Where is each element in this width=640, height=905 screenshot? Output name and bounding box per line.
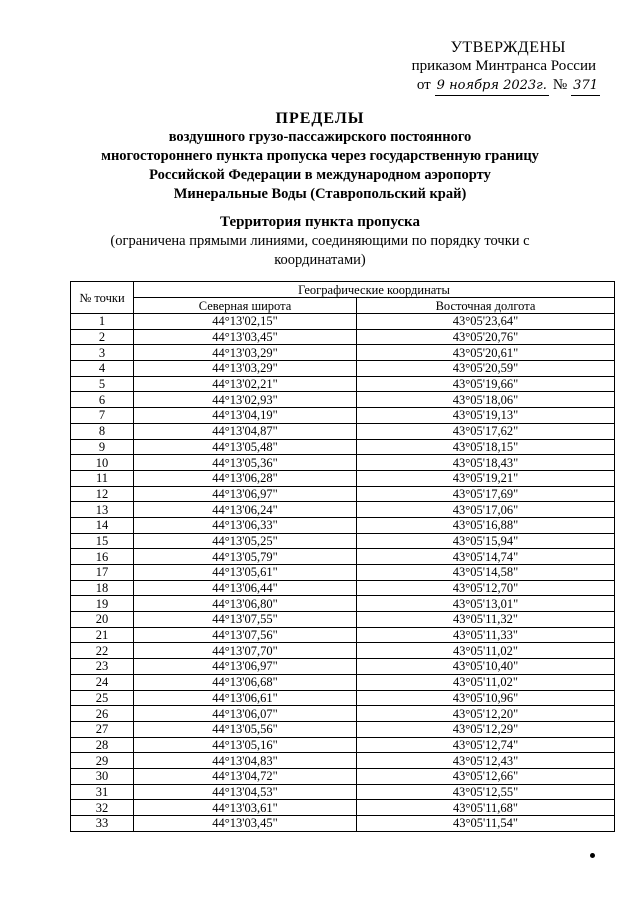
cell-latitude: 44°13'05,25" [134,533,357,549]
cell-latitude: 44°13'03,45" [134,329,357,345]
approval-block [400,38,600,96]
cell-point-number: 10 [71,455,134,471]
cell-latitude: 44°13'03,29" [134,361,357,377]
subheading [60,213,580,270]
cell-longitude: 43°05'19,13" [357,408,615,424]
cell-latitude: 44°13'07,70" [134,643,357,659]
header-latitude: Северная широта [134,298,357,314]
cell-latitude: 44°13'06,24" [134,502,357,518]
cell-longitude: 43°05'11,33" [357,627,615,643]
cell-latitude: 44°13'04,53" [134,784,357,800]
heading-title: ПРЕДЕЛЫ [275,110,365,127]
cell-point-number: 6 [71,392,134,408]
cell-longitude: 43°05'18,06" [357,392,615,408]
cell-longitude: 43°05'19,66" [357,376,615,392]
cell-point-number: 26 [71,706,134,722]
table-row [71,439,615,455]
cell-point-number: 2 [71,329,134,345]
cell-latitude: 44°13'07,56" [134,627,357,643]
approval-date-line [400,76,600,96]
cell-longitude: 43°05'12,66" [357,768,615,784]
table-row [71,800,615,816]
cell-longitude: 43°05'17,69" [357,486,615,502]
cell-longitude: 43°05'14,58" [357,565,615,581]
table-row [71,502,615,518]
cell-longitude: 43°05'23,64" [357,314,615,330]
table-row [71,706,615,722]
table-row [71,329,615,345]
cell-longitude: 43°05'11,68" [357,800,615,816]
cell-latitude: 44°13'05,48" [134,439,357,455]
cell-point-number: 33 [71,816,134,832]
table-row [71,345,615,361]
table-row [71,627,615,643]
cell-latitude: 44°13'05,79" [134,549,357,565]
handwritten-number: 371 [571,76,600,96]
cell-point-number: 8 [71,423,134,439]
cell-longitude: 43°05'11,02" [357,674,615,690]
cell-longitude: 43°05'16,88" [357,517,615,533]
cell-latitude: 44°13'05,61" [134,565,357,581]
cell-point-number: 28 [71,737,134,753]
table-row [71,643,615,659]
cell-latitude: 44°13'04,19" [134,408,357,424]
cell-longitude: 43°05'18,43" [357,455,615,471]
cell-point-number: 16 [71,549,134,565]
ink-dot [590,853,595,858]
document-heading [60,109,580,204]
table-row [71,721,615,737]
subheading-note-1: (ограничена прямыми линиями, соединяющими по порядку точки с [110,233,530,249]
cell-latitude: 44°13'04,87" [134,423,357,439]
cell-latitude: 44°13'02,93" [134,392,357,408]
cell-latitude: 44°13'03,61" [134,800,357,816]
date-prefix: от [416,77,431,93]
cell-longitude: 43°05'12,29" [357,721,615,737]
table-row [71,392,615,408]
table-row [71,408,615,424]
cell-latitude: 44°13'06,28" [134,470,357,486]
table-row [71,784,615,800]
cell-point-number: 22 [71,643,134,659]
cell-latitude: 44°13'06,97" [134,659,357,675]
table-row [71,659,615,675]
cell-latitude: 44°13'05,16" [134,737,357,753]
table-row [71,533,615,549]
coordinates-body [71,314,615,832]
table-row [71,361,615,377]
cell-longitude: 43°05'12,20" [357,706,615,722]
table-row [71,314,615,330]
approval-order: приказом Минтранса России [411,58,596,74]
subheading-title: Территория пункта пропуска [220,214,420,230]
cell-longitude: 43°05'20,76" [357,329,615,345]
heading-line-3: многостороннего пункта пропуска через государственную границу [101,148,539,164]
cell-latitude: 44°13'03,45" [134,816,357,832]
cell-longitude: 43°05'12,55" [357,784,615,800]
cell-latitude: 44°13'05,36" [134,455,357,471]
cell-longitude: 43°05'18,15" [357,439,615,455]
table-row [71,470,615,486]
cell-point-number: 27 [71,721,134,737]
cell-point-number: 13 [71,502,134,518]
cell-point-number: 1 [71,314,134,330]
table-row [71,737,615,753]
cell-point-number: 31 [71,784,134,800]
table-row [71,596,615,612]
cell-point-number: 11 [71,470,134,486]
heading-line-2: воздушного грузо-пассажирского постоянного [168,129,472,145]
cell-longitude: 43°05'11,32" [357,612,615,628]
cell-longitude: 43°05'17,62" [357,423,615,439]
cell-latitude: 44°13'02,15" [134,314,357,330]
table-row [71,580,615,596]
cell-longitude: 43°05'13,01" [357,596,615,612]
cell-longitude: 43°05'15,94" [357,533,615,549]
cell-point-number: 20 [71,612,134,628]
header-geo-coordinates: Географические координаты [134,282,615,298]
cell-latitude: 44°13'04,83" [134,753,357,769]
cell-latitude: 44°13'06,61" [134,690,357,706]
cell-latitude: 44°13'06,33" [134,517,357,533]
table-row [71,816,615,832]
cell-longitude: 43°05'12,43" [357,753,615,769]
cell-point-number: 15 [71,533,134,549]
cell-longitude: 43°05'17,06" [357,502,615,518]
table-row [71,455,615,471]
table-row [71,549,615,565]
table-row [71,376,615,392]
cell-latitude: 44°13'03,29" [134,345,357,361]
cell-latitude: 44°13'06,80" [134,596,357,612]
cell-latitude: 44°13'04,72" [134,768,357,784]
cell-point-number: 3 [71,345,134,361]
cell-latitude: 44°13'06,07" [134,706,357,722]
cell-latitude: 44°13'06,44" [134,580,357,596]
table-row [71,768,615,784]
coordinates-table [70,281,615,832]
cell-point-number: 4 [71,361,134,377]
handwritten-date: 9 ноября 2023г. [435,76,549,96]
table-row [71,423,615,439]
cell-point-number: 19 [71,596,134,612]
cell-longitude: 43°05'11,02" [357,643,615,659]
cell-longitude: 43°05'12,74" [357,737,615,753]
cell-latitude: 44°13'05,56" [134,721,357,737]
table-row [71,753,615,769]
cell-latitude: 44°13'07,55" [134,612,357,628]
cell-longitude: 43°05'14,74" [357,549,615,565]
cell-point-number: 17 [71,565,134,581]
number-prefix: № [552,77,568,93]
cell-point-number: 30 [71,768,134,784]
cell-point-number: 23 [71,659,134,675]
subheading-note-2: координатами) [274,252,366,268]
cell-longitude: 43°05'11,54" [357,816,615,832]
table-row [71,486,615,502]
cell-longitude: 43°05'10,40" [357,659,615,675]
cell-point-number: 5 [71,376,134,392]
cell-latitude: 44°13'06,97" [134,486,357,502]
cell-longitude: 43°05'20,59" [357,361,615,377]
table-row [71,674,615,690]
cell-latitude: 44°13'02,21" [134,376,357,392]
cell-point-number: 21 [71,627,134,643]
header-longitude: Восточная долгота [357,298,615,314]
table-row [71,690,615,706]
cell-point-number: 9 [71,439,134,455]
heading-line-4: Российской Федерации в международном аэропорту [149,167,491,183]
cell-point-number: 18 [71,580,134,596]
header-point-number: № точки [71,282,134,314]
approval-title: УТВЕРЖДЕНЫ [450,39,566,56]
cell-longitude: 43°05'12,70" [357,580,615,596]
cell-longitude: 43°05'10,96" [357,690,615,706]
table-row [71,612,615,628]
cell-point-number: 12 [71,486,134,502]
cell-point-number: 32 [71,800,134,816]
cell-point-number: 25 [71,690,134,706]
cell-latitude: 44°13'06,68" [134,674,357,690]
cell-point-number: 29 [71,753,134,769]
cell-point-number: 24 [71,674,134,690]
heading-line-5: Минеральные Воды (Ставропольский край) [173,186,467,202]
table-row [71,517,615,533]
cell-longitude: 43°05'19,21" [357,470,615,486]
table-row [71,565,615,581]
cell-point-number: 7 [71,408,134,424]
cell-point-number: 14 [71,517,134,533]
cell-longitude: 43°05'20,61" [357,345,615,361]
